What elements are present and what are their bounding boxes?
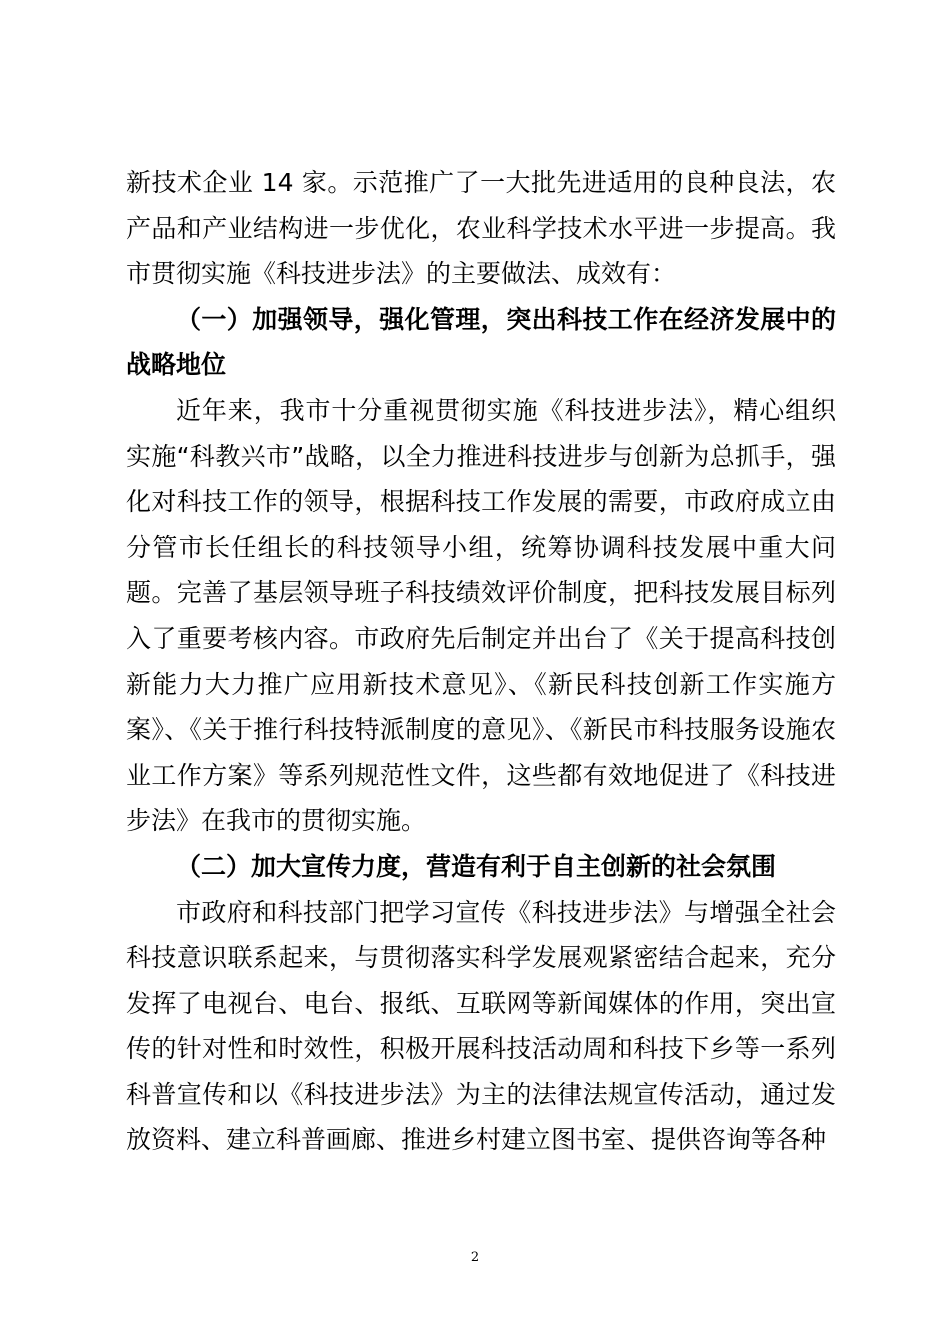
section-heading-1: （一）加强领导，强化管理，突出科技工作在经济发展中的战略地位 xyxy=(126,304,836,380)
page-number: 2 xyxy=(470,1250,480,1265)
document-body xyxy=(126,160,836,1163)
body-paragraph-1: 新技术企业 14 家。示范推广了一大批先进适用的良种良法，农产品和产业结构进一步优化，农业科学技术水平进一步提高。我市贯彻实施《科技进步法》的主要做法、成效有： xyxy=(126,168,836,289)
body-paragraph-2: 近年来，我市十分重视贯彻实施《科技进步法》，精心组织实施“科教兴市”战略，以全力推进科技进步与创新为总抓手，强化对科技工作的领导，根据科技工作发展的需要，市政府成立由分管市长任组长的科技领导小组，统筹协调科技发展中重大问题。完善了基层领导班子科技绩效评价制度，把科技发展目标列入了重要考核内容。市政府先后制定并出台了《关于提高科技创新能力大力推广应用新技术意见》、《新民科技创新工作实施方案》、《关于推行科技特派制度的意见》、《新民市科技服务设施农业工作方案》等系列规范性文件，这些都有效地促进了《科技进步法》在我市的贯彻实施。 xyxy=(126,395,836,836)
section-heading-2: （二）加大宣传力度，营造有利于自主创新的社会氛围 xyxy=(176,851,777,881)
body-paragraph-3: 市政府和科技部门把学习宣传《科技进步法》与增强全社会科技意识联系起来，与贯彻落实科学发展观紧密结合起来，充分发挥了电视台、电台、报纸、互联网等新闻媒体的作用，突出宣传的针对性和时效性，积极开展科技活动周和科技下乡等一系列科普宣传和以《科技进步法》为主的法律法规宣传活动，通过发放资料、建立科普画廊、推进乡村建立图书室、提供咨询等各种 xyxy=(126,897,836,1155)
